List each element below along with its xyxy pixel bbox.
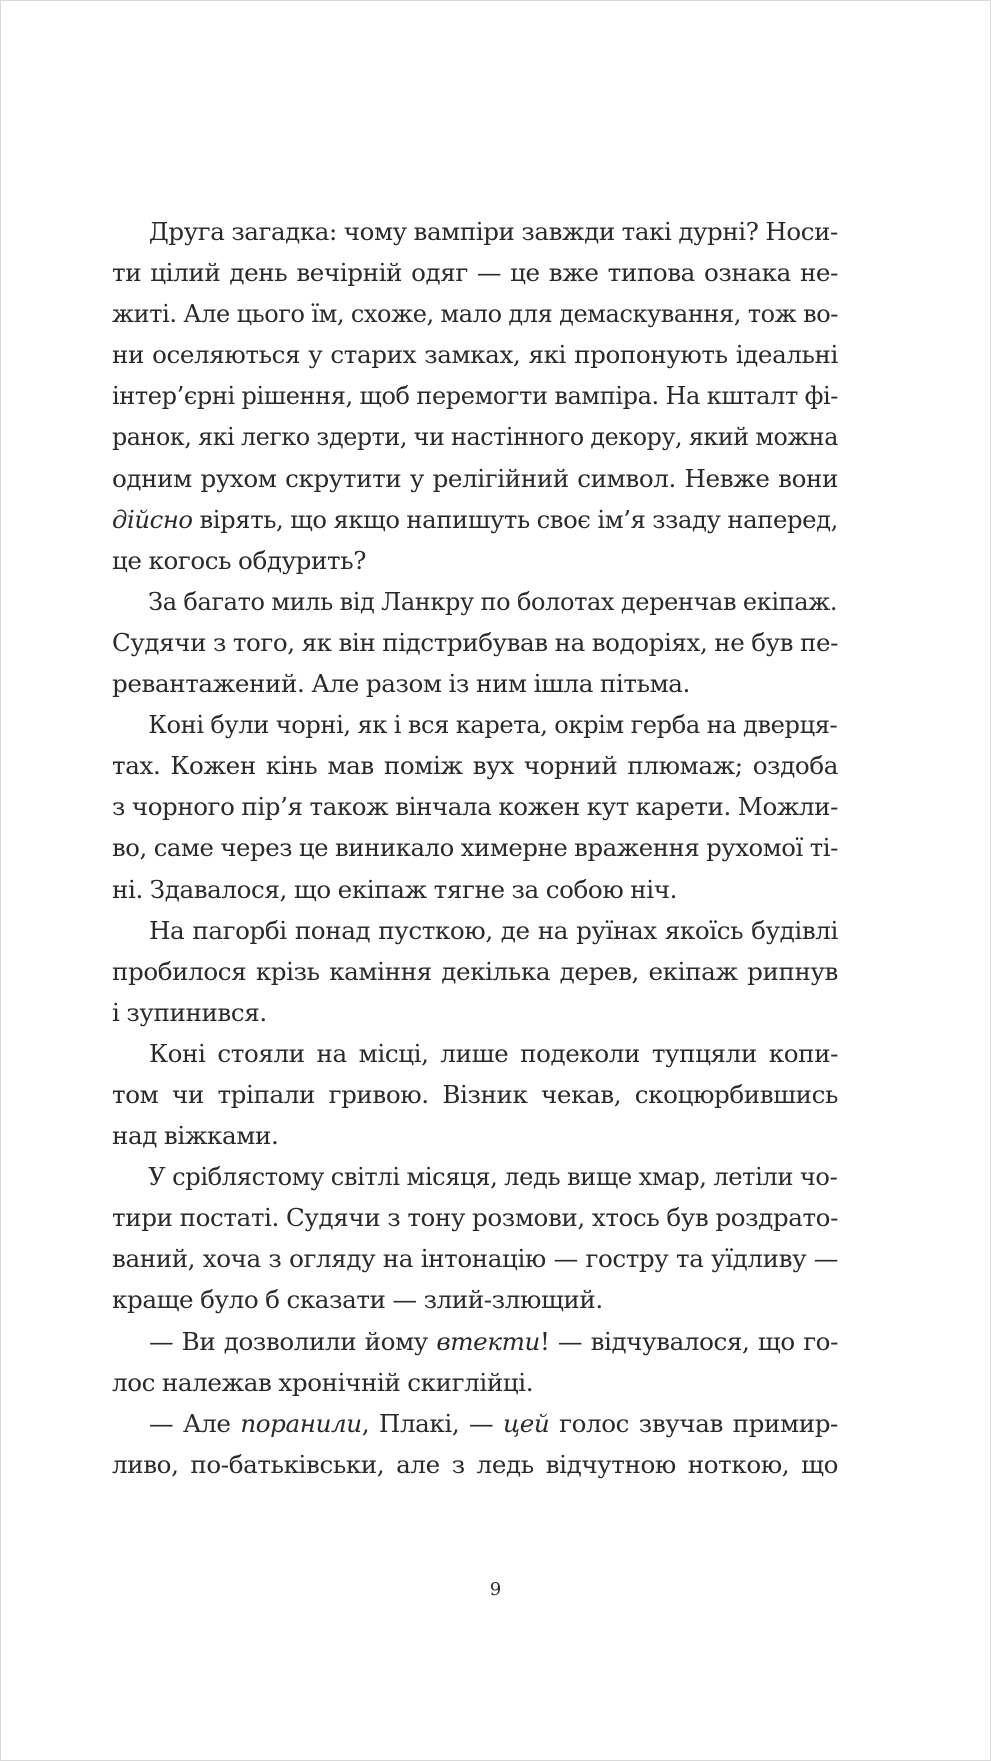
- text-line: це когось обдурить?: [112, 545, 366, 575]
- text-line: — Ви дозволили йому втекти! — відчувалося, що го-: [149, 1326, 838, 1356]
- text-line: з чорного пір’я також вінчала кожен кут карети. Можли-: [112, 792, 839, 822]
- text-line: На пагорбі понад пусткою, де на руїнах якоїсь будівлі: [149, 915, 838, 945]
- text-line: ревантажений. Але разом із ним ішла пітьма.: [112, 669, 690, 699]
- text-line: ни оселяються у старих замках, які пропонують ідеальні: [112, 340, 838, 370]
- text-line: Коні були чорні, як і вся карета, окрім герба на дверця-: [148, 710, 838, 740]
- text-line: житі. Але цього їм, схоже, мало для демаскування, тож во-: [112, 299, 838, 329]
- italic-word: поранили: [240, 1408, 362, 1438]
- text-line: над віжками.: [112, 1121, 279, 1151]
- body-text: [112, 211, 838, 1485]
- text-line: інтер’єрні рішення, щоб перемогти вампіра. На кшталт фі-: [112, 381, 839, 411]
- text-line: лос належав хронічній скиглійці.: [112, 1367, 534, 1397]
- text-line: У сріблястому світлі місяця, ледь вище хмар, летіли чо-: [148, 1162, 838, 1192]
- text-line: Друга загадка: чому вампіри завжди такі дурні? Носи-: [148, 217, 838, 246]
- page-number: 9: [489, 1579, 502, 1600]
- text-line: Судячи з того, як він підстрибував на водоріях, не був пе-: [112, 627, 839, 657]
- text-line: одним рухом скрутити у релігійний символ. Невже вони: [112, 463, 838, 493]
- text-line: — Але поранили, Плакі, — цей голос звучав примир-: [149, 1408, 838, 1438]
- italic-word: цей: [503, 1408, 550, 1438]
- text-line: ні. Здавалося, що екіпаж тягне за собою ніч.: [112, 874, 677, 904]
- text-line: во, саме через це виникало химерне враження рухомої ті-: [112, 833, 838, 863]
- text-line: краще було б сказати — злий-злющий.: [112, 1285, 603, 1315]
- text-line: том чи тріпали гривою. Візник чекав, скоцюрбившись: [112, 1079, 838, 1109]
- text-line: ти цілий день вечірній одяг — це вже типова ознака не-: [112, 258, 838, 288]
- text-line: тах. Кожен кінь мав поміж вух чорний плюмаж; оздоба: [112, 751, 838, 781]
- text-line: пробилося крізь каміння декілька дерев, екіпаж рипнув: [112, 956, 838, 986]
- text-line: За багато миль від Ланкру по болотах деренчав екіпаж.: [148, 586, 838, 616]
- text-line: дійсно вірять, що якщо напишуть своє ім’я ззаду наперед,: [112, 504, 838, 534]
- italic-word: втекти: [436, 1326, 540, 1356]
- text-line: ваний, хоча з огляду на інтонацію — гостру та уїдливу —: [112, 1244, 838, 1274]
- text-line: ливо, по-батьківськи, але з ледь відчутною ноткою, що: [112, 1449, 838, 1479]
- text-line: Коні стояли на місці, лише подеколи тупцяли копи-: [149, 1038, 838, 1068]
- text-line: і зупинився.: [112, 997, 267, 1027]
- text-line: тири постаті. Судячи з тону розмови, хтось був роздрато-: [112, 1203, 838, 1233]
- italic-word: дійсно: [112, 504, 193, 534]
- text-line: ранок, які легко здерти, чи настінного декору, який можна: [112, 422, 838, 452]
